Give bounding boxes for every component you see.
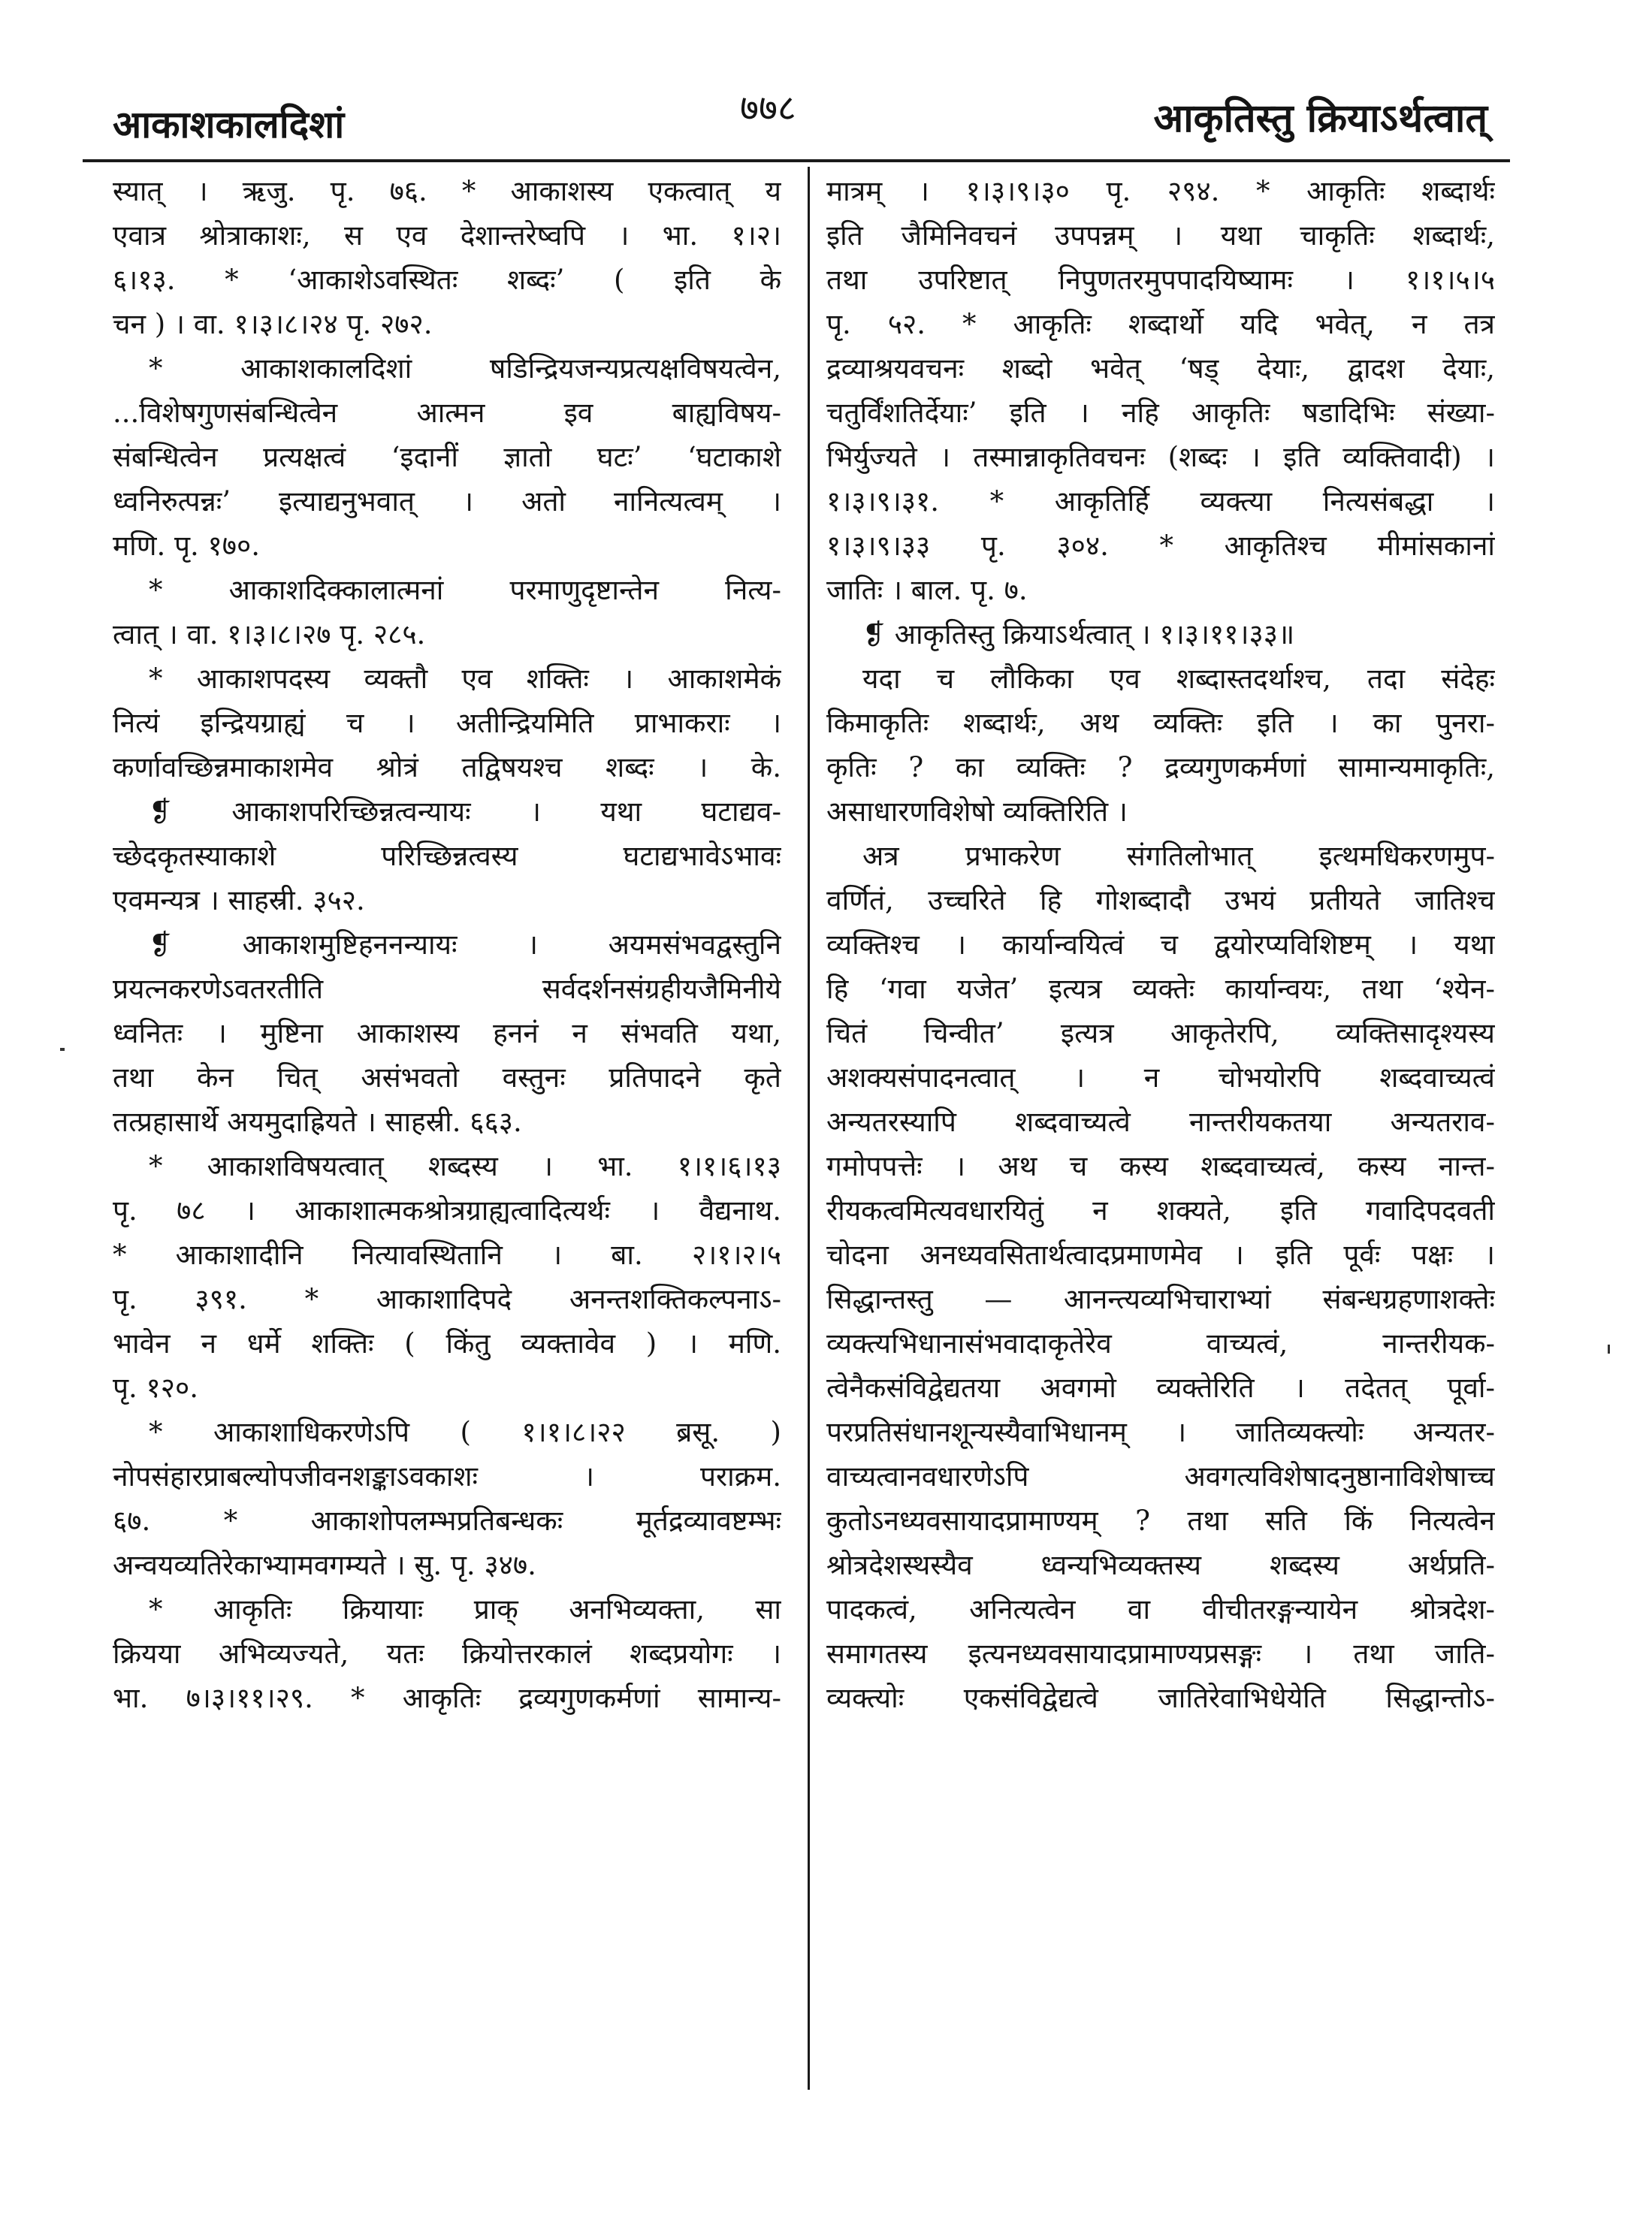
header-left-keyword: आकाशकालदिशां [113, 103, 345, 146]
left-column-line: ६।१३. * ‘आकाशेऽवस्थितः शब्दः’ ( इति के [113, 264, 781, 296]
left-column-line: च्छेदकृतस्याकाशे परिच्छिन्नत्वस्य घटाद्यभावेऽभावः [113, 840, 781, 872]
left-column-line: पृ. १२०. [113, 1372, 199, 1404]
left-column-line: ध्वनिरुत्पन्नः’ इत्याद्यनुभवात् । अतो नानित्यत्वम् । [113, 485, 781, 518]
right-column-line: अत्र प्रभाकरेण संगतिलोभात् इत्थमधिकरणमुप- [862, 840, 1495, 872]
left-column-line: ❡ आकाशपरिच्छिन्नत्वन्यायः । यथा घटाद्यव- [149, 795, 781, 828]
right-column-line: श्रोत्रदेशस्थस्यैव ध्वन्यभिव्यक्तस्य शब्दस्य अर्थप्रति- [826, 1549, 1495, 1581]
left-column-line: तथा केन चित् असंभवतो वस्तुनः प्रतिपादने कृते [113, 1061, 781, 1094]
header-right-keyword: आकृतिस्तु क्रियाऽर्थत्वात् [1153, 96, 1487, 141]
right-column-line: १।३।९।३१. * आकृतिर्हि व्यक्त्या नित्यसंबद्धा । [826, 485, 1495, 518]
left-column-line: * आकाशविषयत्वात् शब्दस्य । भा. १।१।६।१३ [149, 1150, 781, 1182]
left-column-line: नोपसंहारप्राबल्योपजीवनशङ्काऽवकाशः । पराक्रम. [113, 1460, 781, 1493]
left-column-line: * आकाशादीनि नित्यावस्थितानि । बा. २।१।२।५ [113, 1239, 781, 1271]
left-column-line: एवमन्यत्र । साहस्री. ३५२. [113, 884, 365, 916]
right-column-line: व्यक्तिश्च । कार्यान्वयित्वं च द्वयोरप्यविशिष्टम् । यथा [826, 928, 1495, 961]
right-column-line: द्रव्याश्रयवचनः शब्दो भवेत् ‘षड् देयाः, द्वादश देयाः, [826, 352, 1495, 385]
left-column [113, 169, 781, 1720]
right-column-line: चोदना अनध्यवसितार्थत्वादप्रमाणमेव । इति पूर्वः पक्षः । [826, 1239, 1495, 1271]
left-column-line: नित्यं इन्द्रियग्राह्यं च । अतीन्द्रियमिति प्राभाकराः । [113, 707, 781, 739]
right-column-line: तथा उपरिष्टात् निपुणतरमुपपादयिष्यामः । १।१।५।५ [826, 264, 1495, 296]
left-column-line: * आकृतिः क्रियायाः प्राक् अनभिव्यक्ता, सा [149, 1593, 781, 1626]
right-column-line: चितं चिन्वीत’ इत्यत्र आकृतेरपि, व्यक्तिसादृश्यस्य [826, 1017, 1495, 1049]
left-column-line: स्यात् । ऋजु. पृ. ७६. * आकाशस्य एकत्वात् य [113, 175, 781, 207]
left-column-line: * आकाशाधिकरणेऽपि ( १।१।८।२२ ब्रसू. ) [149, 1416, 781, 1448]
page-number: ७७८ [740, 87, 796, 129]
right-column-line: अशक्यसंपादनत्वात् । न चोभयोरपि शब्दवाच्यत्वं [826, 1061, 1495, 1094]
right-column-line: १।३।९।३३ पृ. ३०४. * आकृतिश्च मीमांसकानां [826, 530, 1495, 562]
column-divider [808, 167, 810, 2090]
left-column-line: कर्णावच्छिन्नमाकाशमेव श्रोत्रं तद्विषयश्च शब्दः । के. [113, 751, 781, 783]
left-column-line: तत्प्रहासार्थे अयमुदाह्रियते । साहस्री. ६६३. [113, 1106, 522, 1138]
right-column-line: चतुर्विंशतिर्देयाः’ इति । नहि आकृतिः षडादिभिः संख्या- [826, 397, 1495, 429]
left-column-line: * आकाशकालदिशां षडिन्द्रियजन्यप्रत्यक्षविषयत्वेन, [149, 352, 781, 385]
left-column-line: ❡ आकाशमुष्टिहननन्यायः । अयमसंभवद्वस्तुनि [149, 928, 781, 961]
right-column-line: रीयकत्वमित्यवधारयितुं न शक्यते, इति गवादिपदवती [826, 1194, 1495, 1227]
left-column-line: प्रयत्नकरणेऽवतरतीति सर्वदर्शनसंग्रहीयजैमिनीये [113, 973, 781, 1005]
left-column-line: क्रियया अभिव्यज्यते, यतः क्रियोत्तरकालं शब्दप्रयोगः । [113, 1638, 781, 1670]
left-column-line: भावेन न धर्मे शक्तिः ( किंतु व्यक्तावेव ) । मणि. [113, 1327, 781, 1360]
right-column-line: इति जैमिनिवचनं उपपन्नम् । यथा चाकृतिः शब्दार्थः, [826, 219, 1495, 252]
left-column-line: भा. ७।३।११।२९. * आकृतिः द्रव्यगुणकर्मणां सामान्य- [113, 1682, 781, 1714]
left-column-line: ६७. * आकाशोपलम्भप्रतिबन्धकः मूर्तद्रव्यावष्टम्भः [113, 1505, 781, 1537]
page-header [113, 83, 1487, 150]
right-column-line: पृ. ५२. * आकृतिः शब्दार्थो यदि भवेत्, न तत्र [826, 308, 1495, 340]
right-column-line: यदा च लौकिका एव शब्दास्तदर्थाश्च, तदा संदेहः [862, 663, 1495, 695]
right-column-line: कृतिः ? का व्यक्तिः ? द्रव्यगुणकर्मणां सामान्यमाकृतिः, [826, 751, 1495, 783]
scan-speck [1608, 1345, 1610, 1354]
left-column-line: अन्वयव्यतिरेकाभ्यामवगम्यते । सु. पृ. ३४७. [113, 1549, 536, 1581]
right-column-line: भिर्युज्यते । तस्मान्नाकृतिवचनः (शब्दः । इति व्यक्तिवादी) । [826, 441, 1495, 473]
left-column-line: ध्वनितः । मुष्टिना आकाशस्य हननं न संभवति यथा, [113, 1017, 781, 1049]
left-column-line: त्वात् । वा. १।३।८।२७ पृ. २८५. [113, 618, 426, 651]
right-column-line: व्यक्त्यभिधानासंभवादाकृतेरेव वाच्यत्वं, नान्तरीयक- [826, 1327, 1495, 1360]
scan-speck [60, 1048, 65, 1051]
left-column-line: चन ) । वा. १।३।८।२४ पृ. २७२. [113, 308, 433, 340]
right-column-line: ❡ आकृतिस्तु क्रियाऽर्थत्वात् । १।३।११।३३॥ [862, 618, 1295, 651]
right-column-line: त्वेनैकसंविद्वेद्यतया अवगमो व्यक्तेरिति । तदेतत् पूर्वा- [826, 1372, 1495, 1404]
left-column-line: * आकाशपदस्य व्यक्तौ एव शक्तिः । आकाशमेकं [149, 663, 781, 695]
left-column-line: एवात्र श्रोत्राकाशः, स एव देशान्तरेष्वपि । भा. १।२। [113, 219, 781, 252]
right-column-line: सिद्धान्तस्तु — आनन्त्यव्यभिचाराभ्यां संबन्धग्रहणाशक्तेः [826, 1283, 1495, 1315]
left-column-line: ...विशेषगुणसंबन्धित्वेन आत्मन इव बाह्यविषय- [113, 397, 781, 429]
right-column-line: जातिः । बाल. पृ. ७. [826, 574, 1028, 606]
left-column-line: पृ. ३९१. * आकाशादिपदे अनन्तशक्तिकल्पनाऽ- [113, 1283, 781, 1315]
left-column-line: पृ. ७८ । आकाशात्मकश्रोत्रग्राह्यत्वादित्यर्थः । वैद्यनाथ. [113, 1194, 781, 1227]
header-rule [83, 159, 1510, 162]
right-column-line: कुतोऽनध्यवसायादप्रामाण्यम् ? तथा सति किं नित्यत्वेन [826, 1505, 1495, 1537]
right-column-line: असाधारणविशेषो व्यक्तिरिति । [826, 795, 1128, 828]
right-column-line: किमाकृतिः शब्दार्थः, अथ व्यक्तिः इति । का पुनरा- [826, 707, 1495, 739]
left-column-line: संबन्धित्वेन प्रत्यक्षत्वं ‘इदानीं ज्ञातो घटः’ ‘घटाकाशे [113, 441, 781, 473]
right-column-line: वर्णितं, उच्चरिते हि गोशब्दादौ उभयं प्रतीयते जातिश्च [826, 884, 1495, 916]
right-column [826, 169, 1495, 1720]
right-column-line: समागतस्य इत्यनध्यवसायादप्रामाण्यप्रसङ्गः । तथा जाति- [826, 1638, 1495, 1670]
right-column-line: परप्रतिसंधानशून्यस्यैवाभिधानम् । जातिव्यक्त्योः अन्यतर- [826, 1416, 1495, 1448]
right-column-line: मात्रम् । १।३।९।३० पृ. २९४. * आकृतिः शब्दार्थः [826, 175, 1495, 207]
left-column-line: * आकाशदिक्कालात्मनां परमाणुदृष्टान्तेन नित्य- [149, 574, 781, 606]
left-column-line: मणि. पृ. १७०. [113, 530, 261, 562]
right-column-line: गमोपपत्तेः । अथ च कस्य शब्दवाच्यत्वं, कस्य नान्त- [826, 1150, 1495, 1182]
right-column-line: व्यक्त्योः एकसंविद्वेद्यत्वे जातिरेवाभिधेयेति सिद्धान्तोऽ- [826, 1682, 1495, 1714]
right-column-line: पादकत्वं, अनित्यत्वेन वा वीचीतरङ्गन्यायेन श्रोत्रदेश- [826, 1593, 1495, 1626]
right-column-line: वाच्यत्वानवधारणेऽपि अवगत्यविशेषादनुष्ठानाविशेषाच्च [826, 1460, 1495, 1493]
right-column-line: हि ‘गवा यजेत’ इत्यत्र व्यक्तेः कार्यान्वयः, तथा ‘श्येन- [826, 973, 1495, 1005]
right-column-line: अन्यतरस्यापि शब्दवाच्यत्वे नान्तरीयकतया अन्यतराव- [826, 1106, 1495, 1138]
